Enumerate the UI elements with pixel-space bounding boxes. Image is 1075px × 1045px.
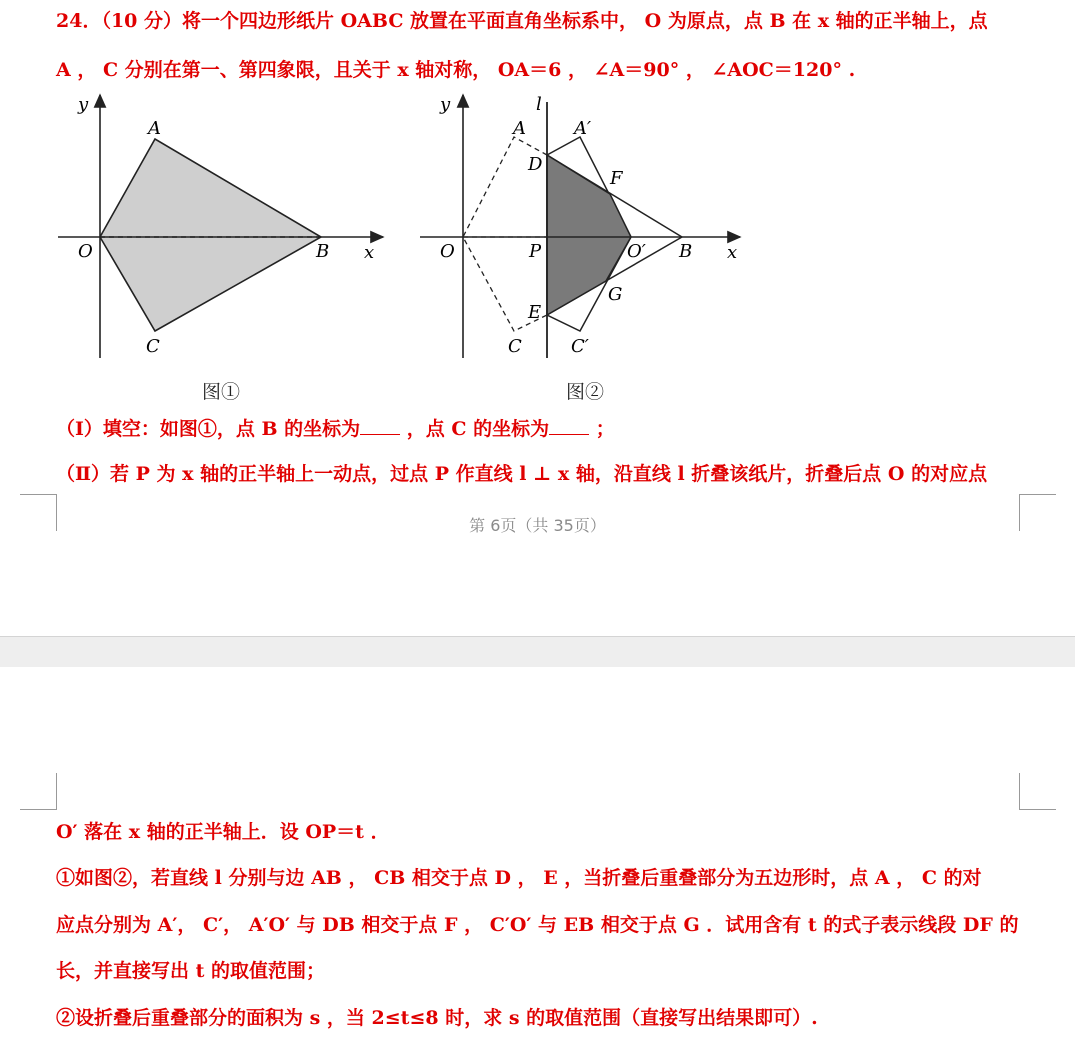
page2-line-2: ①如图②，若直线 l 分别与边 AB ， CB 相交于点 D ， E ，当折叠后重叠部分为五边形时，点 A ， C 的对 bbox=[56, 867, 982, 889]
fig2-label-A: A bbox=[513, 118, 526, 139]
fig1-label-O: O bbox=[78, 241, 93, 262]
page2-line-3: 应点分别为 A′， C′， A′O′ 与 DB 相交于点 F ， C′O′ 与 EB 相交于点 G ．试用含有 t 的式子表示线段 DF 的 bbox=[56, 914, 1019, 936]
quadrilateral-OABC bbox=[100, 139, 321, 331]
fig2-label-l: l bbox=[536, 94, 542, 115]
page2-line-1: O′ 落在 x 轴的正半轴上．设 OP＝t ． bbox=[56, 821, 390, 843]
fig1-label-y: y bbox=[78, 94, 89, 115]
fig2-label-E: E bbox=[528, 302, 542, 323]
fig1-label-x: x bbox=[364, 242, 375, 263]
part-1-suffix: ； bbox=[589, 418, 615, 440]
corner-mark-top-right bbox=[1019, 773, 1056, 810]
answer-blank-C[interactable] bbox=[549, 416, 589, 435]
figure-2 bbox=[414, 90, 754, 365]
fig2-label-A1: A′ bbox=[574, 118, 592, 139]
fig2-label-F: F bbox=[610, 168, 623, 189]
part-1-middle: ，点 C 的坐标为 bbox=[400, 418, 550, 440]
fig2-label-O: O bbox=[440, 241, 455, 262]
fig2-label-x: x bbox=[727, 242, 738, 263]
part-1-prefix: （Ⅰ）填空：如图①，点 B 的坐标为 bbox=[56, 418, 361, 440]
fig2-label-B: B bbox=[679, 241, 693, 262]
corner-mark-top-left bbox=[20, 773, 57, 810]
page2-line-5: ②设折叠后重叠部分的面积为 s ，当 2≤t≤8 时，求 s 的取值范围（直接写出结果即可）. bbox=[56, 1007, 818, 1029]
fig2-label-y: y bbox=[440, 94, 451, 115]
part-2-line-1: （Ⅱ）若 P 为 x 轴的正半轴上一动点，过点 P 作直线 l ⊥ x 轴，沿直线 l 折叠该纸片，折叠后点 O 的对应点 bbox=[56, 463, 988, 485]
page-gap bbox=[0, 636, 1075, 668]
fig2-label-D: D bbox=[528, 154, 543, 175]
document-page-2 bbox=[0, 667, 1075, 1045]
figure-2-caption: 图② bbox=[566, 381, 605, 403]
figure-1 bbox=[50, 90, 400, 365]
part-1-line bbox=[56, 416, 1055, 441]
fig2-label-C1: C′ bbox=[571, 336, 589, 357]
page-footer: 第 6页（共 35页） bbox=[469, 516, 606, 535]
fig1-label-B: B bbox=[316, 241, 330, 262]
fig1-label-C: C bbox=[146, 336, 160, 357]
question-line-2: A ， C 分别在第一、第四象限，且关于 x 轴对称， OA＝6 ， ∠A＝90° ， ∠AOC＝120° . bbox=[56, 59, 856, 81]
fig2-label-O1: O′ bbox=[627, 241, 646, 262]
fig2-label-C: C bbox=[508, 336, 522, 357]
page2-line-4: 长，并直接写出 t 的取值范围； bbox=[56, 960, 326, 982]
figure-1-caption: 图① bbox=[202, 381, 241, 403]
fig2-label-P: P bbox=[529, 241, 542, 262]
fig1-label-A: A bbox=[148, 118, 161, 139]
fig2-label-G: G bbox=[608, 284, 623, 305]
answer-blank-B[interactable] bbox=[360, 416, 400, 435]
question-line-1: 24．（10 分）将一个四边形纸片 OABC 放置在平面直角坐标系中， O 为原点，点 B 在 x 轴的正半轴上，点 bbox=[56, 10, 988, 32]
